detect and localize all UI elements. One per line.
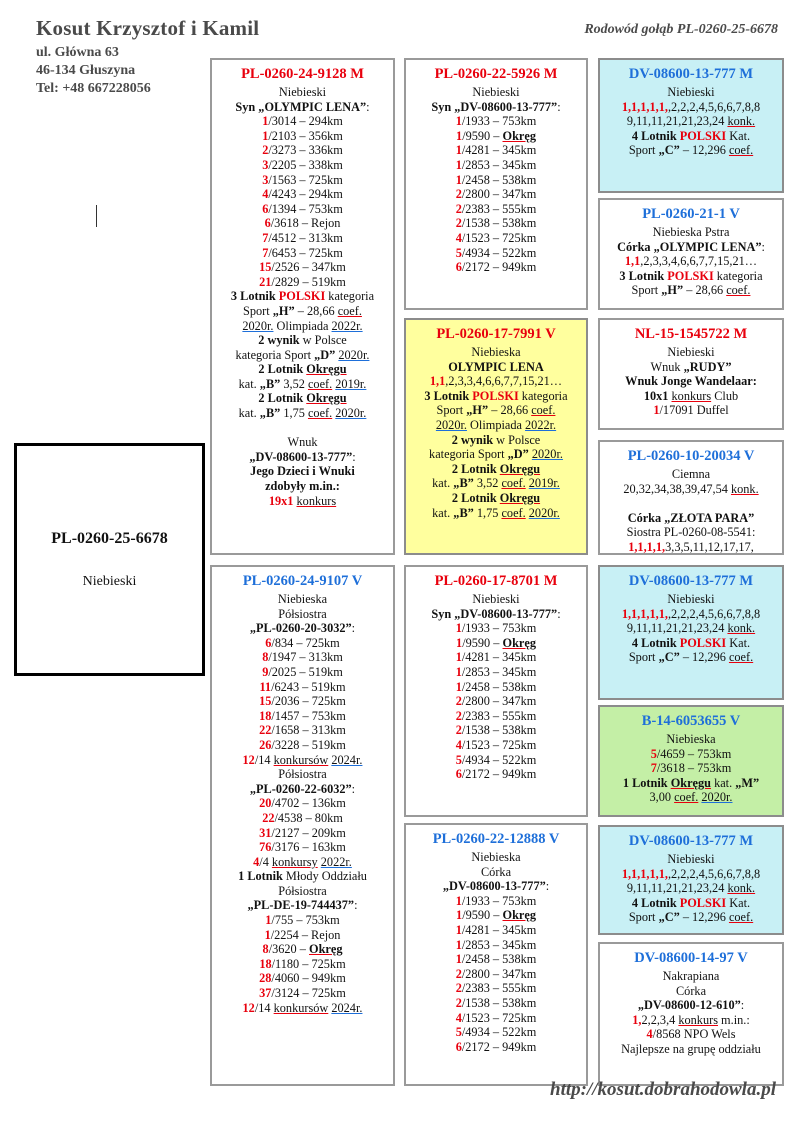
card-body: Niebieska 5/4659 – 753km 7/3618 – 753km 1 Lotnik Okręgu kat. „M” 3,00 coef. 2020r.	[622, 732, 760, 805]
card-ring: PL-0260-22-12888 V	[432, 831, 560, 847]
address-phone: Tel: +48 667228056	[36, 81, 151, 96]
card-body: Niebieski Wnuk „RUDY” Wnuk Jonge Wandelaar: 10x1 konkurs Club 1/17091 Duffel	[625, 345, 757, 418]
card-grandparent-1	[404, 58, 588, 310]
card-body: Nakrapiana Córka „DV-08600-12-610”: 1,2,2,3,4 konkurs m.in.: 4/8568 NPO Wels Najlepsze na grupę oddziału	[621, 969, 761, 1056]
card-sire	[210, 58, 395, 555]
card-body: Niebieski 1,1,1,1,1,,2,2,2,4,5,6,6,7,8,8 9,11,11,21,21,23,24 konk. 4 Lotnik POLSKI Kat. Sport „C” – 12,296 coef.	[621, 592, 761, 665]
card-great-grandparent-5	[598, 565, 784, 700]
card-ring: PL-0260-24-9107 V	[242, 573, 363, 589]
website-footer: http://kosut.dobrahodowla.pl	[550, 1079, 776, 1100]
card-ring: PL-0260-22-5926 M	[434, 66, 558, 82]
card-ring: DV-08600-13-777 M	[628, 573, 754, 589]
card-ring: PL-0260-17-7991 V	[436, 326, 556, 342]
text-cursor-mark	[96, 205, 97, 227]
card-ring: PL-0260-10-20034 V	[627, 448, 755, 464]
breeder-name: Kosut Krzysztof i Kamil	[36, 16, 260, 40]
card-great-grandparent-4	[598, 440, 784, 555]
card-body: Niebieski 1,1,1,1,1,,2,2,2,4,5,6,6,7,8,8 9,11,11,21,21,23,24 konk. 4 Lotnik POLSKI Kat. Sport „C” – 12,296 coef.	[621, 85, 761, 158]
card-ring: DV-08600-13-777 M	[628, 66, 754, 82]
card-ring: B-14-6053655 V	[641, 713, 741, 729]
card-ring: PL-0260-21-1 V	[642, 206, 740, 222]
card-grandparent-4	[404, 823, 588, 1086]
card-great-grandparent-2	[598, 198, 784, 310]
card-body: Niebieski Syn „DV-08600-13-777”: 1/1933 – 753km 1/9590 – Okręg 1/4281 – 345km 1/2853 – 345km 1/2458 – 538km 2/2800 – 347km 2/2383 – 555km 2/1538 – 538km 4/1523 – 725km 5/4934 – 522km 6/2172 – 949km	[431, 85, 561, 275]
card-body: Niebieski 1,1,1,1,1,,2,2,2,4,5,6,6,7,8,8 9,11,11,21,21,23,24 konk. 4 Lotnik POLSKI Kat. Sport „C” – 12,296 coef.	[621, 852, 761, 925]
card-body: Niebieski Syn „DV-08600-13-777”: 1/1933 – 753km 1/9590 – Okręg 1/4281 – 345km 1/2853 – 345km 1/2458 – 538km 2/2800 – 347km 2/2383 – 555km 2/1538 – 538km 4/1523 – 725km 5/4934 – 522km 6/2172 – 949km	[431, 592, 561, 782]
address-city: 46-134 Głuszyna	[36, 63, 136, 78]
card-ring: PL-0260-17-8701 M	[434, 573, 558, 589]
card-body: Niebieski Syn „OLYMPIC LENA”: 1/3014 – 294km 1/2103 – 356km 2/3273 – 336km 3/2205 – 338km 3/1563 – 725km 4/4243 – 294km 6/1394 – 753km 6/3618 – Rejon 7/4512 – 313km 7/6453 – 725km 15/2526 – 347km 21/2829 – 519km 3 Lotnik POLSKI kategoria Sport „H” – 28,66 coef. 2020r. Olimpiada 2022r. 2 wynik w Polsce kategoria Sport „D” 2020r. 2 Lotnik Okręgu kat. „B” 3,52 coef. 2019r. 2 Lotnik Okręgu kat. „B” 1,75 coef. 2020r. Wnuk „DV-08600-13-777”: Jego Dzieci i Wnuki zdobyły m.in.: 19x1 konkurs	[230, 85, 375, 508]
card-body: Niebieska Córka „DV-08600-13-777”: 1/1933 – 753km 1/9590 – Okręg 1/4281 – 345km 1/2853 – 345km 1/2458 – 538km 2/2800 – 347km 2/2383 – 555km 2/1538 – 538km 4/1523 – 725km 5/4934 – 522km 6/2172 – 949km	[442, 850, 550, 1054]
card-body: Niebieska OLYMPIC LENA 1,1,2,3,3,4,6,6,7,7,15,21… 3 Lotnik POLSKI kategoria Sport „H” – 28,66 coef. 2020r. Olimpiada 2022r. 2 wynik w Polsce kategoria Sport „D” 2020r. 2 Lotnik Okręgu kat. „B” 3,52 coef. 2019r. 2 Lotnik Okręgu kat. „B” 1,75 coef. 2020r.	[424, 345, 568, 520]
card-grandparent-3	[404, 565, 588, 817]
card-body: Niebieska Półsiostra „PL-0260-20-3032”: 6/834 – 725km 8/1947 – 313km 9/2025 – 519km 11/6243 – 519km 15/2036 – 725km 18/1457 – 753km 22/1658 – 313km 26/3228 – 519km 12/14 konkursów 2024r. Półsiostra „PL-0260-22-6032”: 20/4702 – 136km 22/4538 – 80km 31/2127 – 209km 76/3176 – 163km 4/4 konkursy 2022r. 1 Lotnik Młody Oddziału Półsiostra „PL-DE-19-744437”: 1/755 – 753km 1/2254 – Rejon 8/3620 – Okręg 18/1180 – 725km 28/4060 – 949km 37/3124 – 725km 12/14 konkursów 2024r.	[238, 592, 367, 1015]
subject-box	[14, 443, 205, 676]
card-body: Ciemna 20,32,34,38,39,47,54 konk. Córka „ZŁOTA PARA” Siostra PL-0260-08-5541: 1,1,1,1,3,3,5,11,12,17,17,	[623, 467, 759, 554]
card-great-grandparent-1	[598, 58, 784, 193]
card-ring: DV-08600-13-777 M	[628, 833, 754, 849]
card-great-grandparent-3	[598, 318, 784, 430]
card-body: Niebieska Pstra Córka „OLYMPIC LENA”: 1,1,2,3,3,4,6,6,7,7,15,21… 3 Lotnik POLSKI kategoria Sport „H” – 28,66 coef.	[617, 225, 765, 298]
card-ring: NL-15-1545722 M	[634, 326, 748, 342]
card-ring: DV-08600-14-97 V	[634, 950, 748, 966]
subject-color: Niebieski	[82, 573, 137, 589]
card-great-grandparent-6	[598, 705, 784, 817]
card-ring: PL-0260-24-9128 M	[241, 66, 364, 82]
card-dam	[210, 565, 395, 1086]
address-street: ul. Główna 63	[36, 45, 119, 60]
breeder-address	[36, 44, 151, 98]
card-great-grandparent-8	[598, 942, 784, 1086]
card-grandparent-2	[404, 318, 588, 555]
card-great-grandparent-7	[598, 825, 784, 935]
subject-ring: PL-0260-25-6678	[51, 529, 168, 547]
document-title: Rodowód gołąb PL-0260-25-6678	[584, 22, 778, 37]
